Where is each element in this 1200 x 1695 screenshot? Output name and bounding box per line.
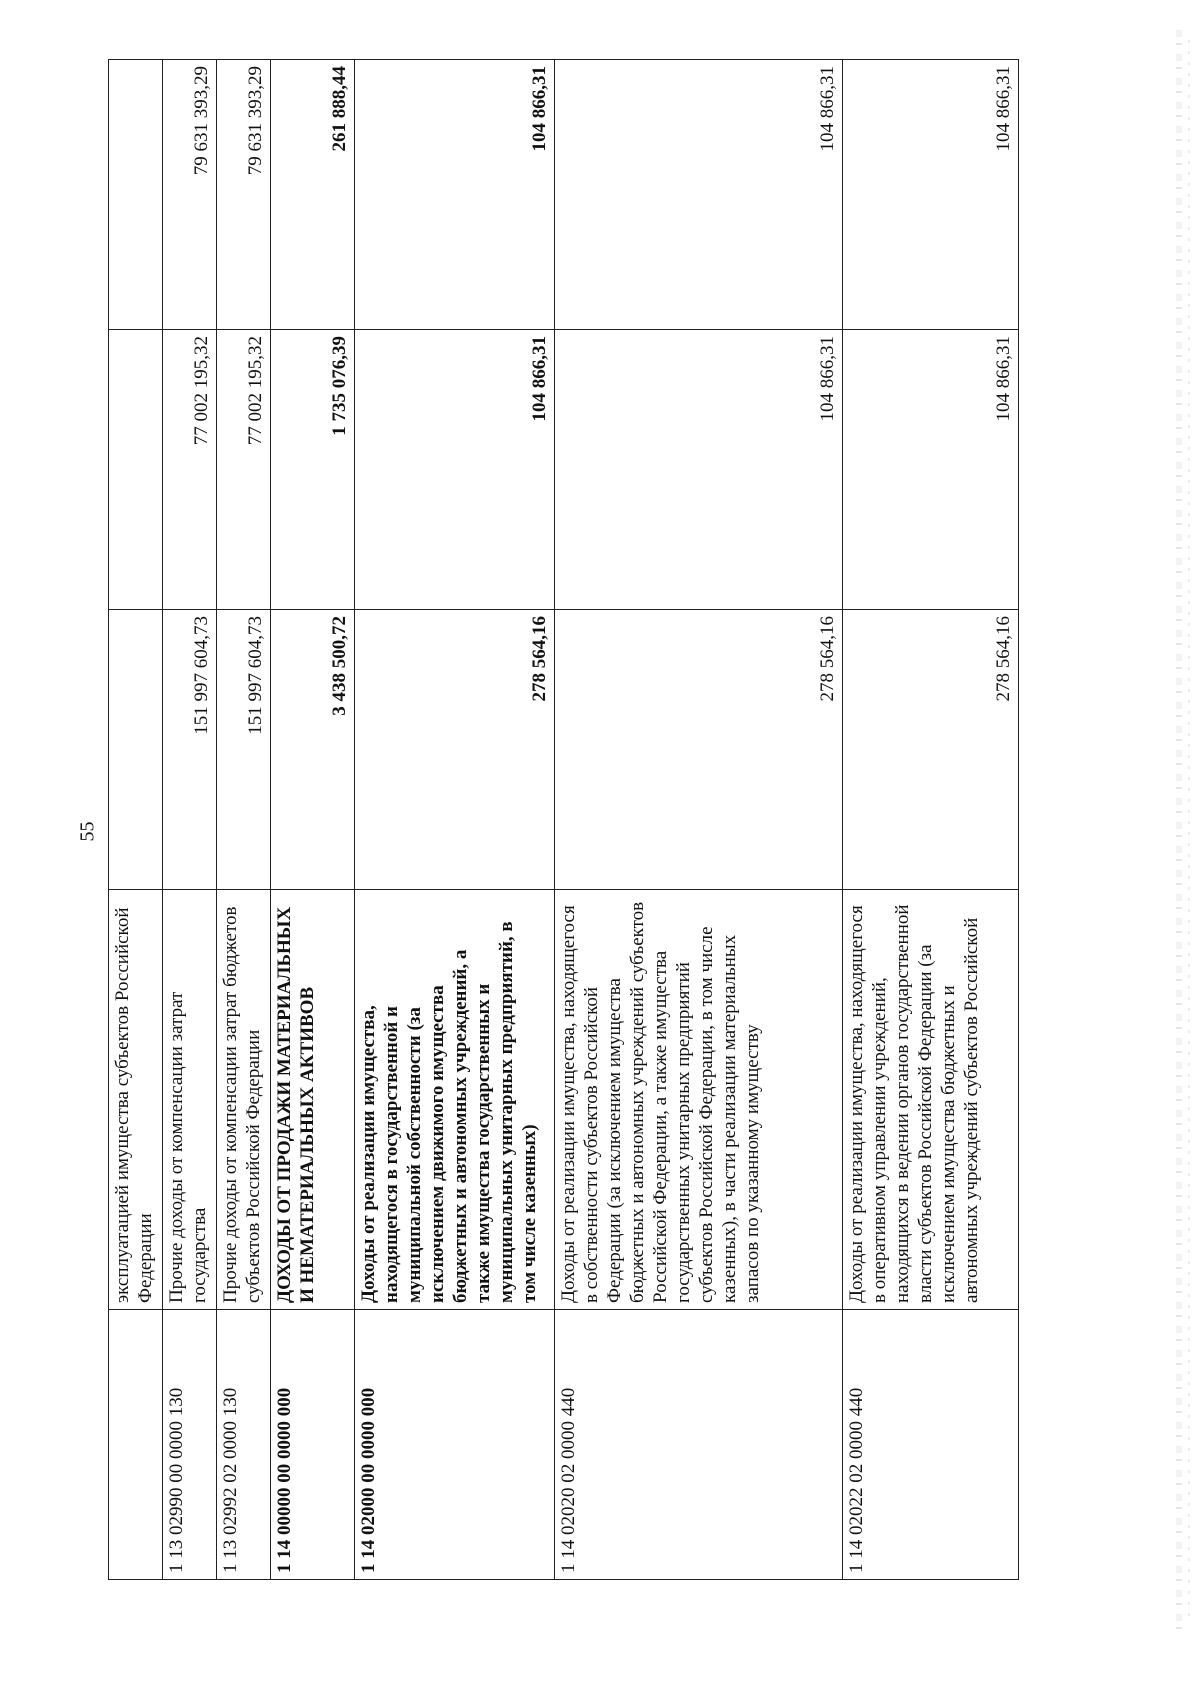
amount-cell-3: 79 631 393,29 <box>163 60 217 330</box>
amount-cell-3: 261 888,44 <box>271 60 355 330</box>
revenue-name-cell: Прочие доходы от компенсации затрат государства <box>163 890 217 1310</box>
amount-cell-2: 104 866,31 <box>555 330 843 610</box>
amount-cell-2: 77 002 195,32 <box>217 330 271 610</box>
amount-cell-3: 104 866,31 <box>355 60 555 330</box>
budget-code-cell: 1 14 02020 02 0000 440 <box>555 1310 843 1580</box>
scan-edge-artifact <box>1176 30 1182 1630</box>
table-row <box>163 60 217 1580</box>
scan-edge-artifact <box>1188 40 1190 1620</box>
amount-cell-2: 104 866,31 <box>843 330 1019 610</box>
amount-cell-2: 104 866,31 <box>355 330 555 610</box>
budget-revenue-table <box>108 59 1019 1580</box>
amount-cell-1: 151 997 604,73 <box>163 610 217 890</box>
budget-code-cell: 1 14 02022 02 0000 440 <box>843 1310 1019 1580</box>
table-row <box>843 60 1019 1580</box>
amount-cell-3: 79 631 393,29 <box>217 60 271 330</box>
amount-cell-3: 104 866,31 <box>843 60 1019 330</box>
page-number: 55 <box>76 821 99 842</box>
amount-cell-2: 77 002 195,32 <box>163 330 217 610</box>
revenue-name-cell: Прочие доходы от компенсации затрат бюджетов субъектов Российской Федерации <box>217 890 271 1310</box>
amount-cell-3: 104 866,31 <box>555 60 843 330</box>
amount-cell-1: 3 438 500,72 <box>271 610 355 890</box>
amount-cell-3 <box>109 60 163 330</box>
revenue-name-cell: ДОХОДЫ ОТ ПРОДАЖИ МАТЕРИАЛЬНЫХ И НЕМАТЕРИАЛЬНЫХ АКТИВОВ <box>271 890 355 1310</box>
budget-code-cell: 1 14 00000 00 0000 000 <box>271 1310 355 1580</box>
amount-cell-1 <box>109 610 163 890</box>
table-row <box>555 60 843 1580</box>
revenue-name-cell: эксплуатацией имущества субъектов Российской Федерации <box>109 890 163 1310</box>
amount-cell-1: 278 564,16 <box>843 610 1019 890</box>
amount-cell-2 <box>109 330 163 610</box>
budget-code-cell: 1 13 02990 00 0000 130 <box>163 1310 217 1580</box>
table-row <box>109 60 163 1580</box>
table-row <box>217 60 271 1580</box>
amount-cell-1: 278 564,16 <box>355 610 555 890</box>
revenue-name-cell: Доходы от реализации имущества, находящегося в собственности субъектов Российской Федерации (за исключением имущества бюджетных и автономных учреждений субъектов Российской Федерации, а также имущества государственных унитарных предприятий субъектов Российской Федерации, в том числе казенных), в части реализации материальных запасов по указанному имуществу <box>555 890 843 1310</box>
table-row <box>271 60 355 1580</box>
amount-cell-1: 151 997 604,73 <box>217 610 271 890</box>
table-row <box>355 60 555 1580</box>
budget-code-cell <box>109 1310 163 1580</box>
amount-cell-1: 278 564,16 <box>555 610 843 890</box>
budget-code-cell: 1 14 02000 00 0000 000 <box>355 1310 555 1580</box>
amount-cell-2: 1 735 076,39 <box>271 330 355 610</box>
rotated-table-wrapper <box>108 60 1088 1580</box>
budget-code-cell: 1 13 02992 02 0000 130 <box>217 1310 271 1580</box>
revenue-name-cell: Доходы от реализации имущества, находящегося в оперативном управлении учреждений, находящихся в ведении органов государственной власти субъектов Российской Федерации (за исключением имущества бюджетных и автономных учреждений субъектов Российской <box>843 890 1019 1310</box>
revenue-name-cell: Доходы от реализации имущества, находящегося в государственной и муниципальной собственности (за исключением движимого имущества бюджетных и автономных учреждений, а также имущества государственных и муниципальных унитарных предприятий, в том числе казенных) <box>355 890 555 1310</box>
